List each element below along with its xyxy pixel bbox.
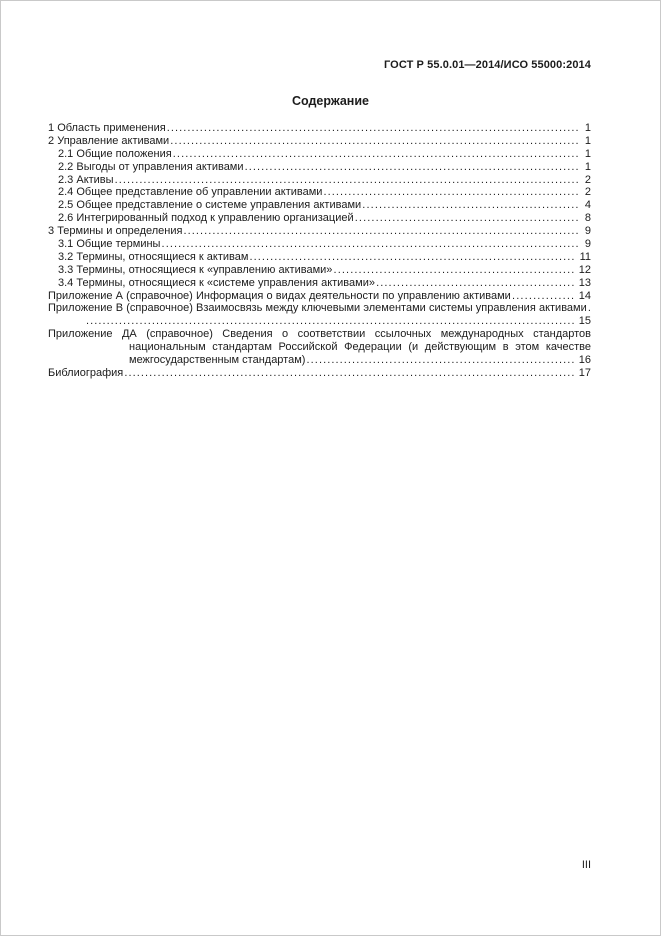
toc-entry-page: 8 xyxy=(580,212,591,225)
toc-entry-label: 2 Управление активами xyxy=(48,134,170,147)
toc-entry xyxy=(48,148,591,161)
toc-entry-label: 2.6 Интегрированный подход к управлению организацией xyxy=(58,212,354,225)
toc-entry-page: 12 xyxy=(574,264,591,277)
toc-leader-dots xyxy=(58,174,591,187)
toc-entry xyxy=(48,135,591,148)
toc-entry xyxy=(48,225,591,238)
toc-leader-dots xyxy=(48,367,591,380)
toc-entry-page: 1 xyxy=(580,122,591,135)
toc-entry-page: 9 xyxy=(580,225,591,238)
toc-entry-label: Приложение В (справочное) Взаимосвязь между ключевыми элементами системы управления активами xyxy=(48,302,587,315)
toc-entry-page: 15 xyxy=(574,315,591,328)
toc-entry-label: 2.2 Выгоды от управления активами xyxy=(58,160,244,173)
toc-entry-label: 3 Термины и определения xyxy=(48,225,183,238)
toc-entry xyxy=(48,174,591,187)
toc-entry xyxy=(48,251,591,264)
toc-entry xyxy=(48,186,591,199)
toc-entry xyxy=(48,199,591,212)
toc-entry-page: 1 xyxy=(580,135,591,148)
toc-entry-label: 2.1 Общие положения xyxy=(58,147,172,160)
toc-entry-page: 9 xyxy=(580,238,591,251)
toc-entry xyxy=(48,367,591,380)
toc-entry xyxy=(48,302,591,328)
toc-entry xyxy=(48,264,591,277)
document-code: ГОСТ Р 55.0.01—2014/ИСО 55000:2014 xyxy=(383,59,591,71)
toc-entry-label: 2.4 Общее представление об управлении активами xyxy=(58,186,323,199)
toc-entry-label: 1 Область применения xyxy=(48,122,166,134)
toc-entry-page: 2 xyxy=(580,174,591,187)
toc-entry-page: 14 xyxy=(574,290,591,303)
toc-entry-label: 3.2 Термины, относящиеся к активам xyxy=(58,250,249,263)
page-title: Содержание xyxy=(291,94,369,108)
toc-entry xyxy=(48,277,591,290)
toc-entry-page: 13 xyxy=(574,277,591,290)
toc-entry-page: 17 xyxy=(574,367,591,380)
toc-entry-label: 3.3 Термины, относящиеся к «управлению активами» xyxy=(58,263,333,276)
toc-entry-label: 2.5 Общее представление о системе управления активами xyxy=(58,199,362,212)
toc-entry-label: 2.3 Активы xyxy=(58,173,114,186)
toc-entry-label: 3.1 Общие термины xyxy=(58,238,161,251)
toc-entry-label: 3.4 Термины, относящиеся к «системе управления активами» xyxy=(58,276,375,289)
toc-entry xyxy=(48,212,591,225)
toc-entry-label: Приложение А (справочное) Информация о видах деятельности по управлению активами xyxy=(48,289,511,302)
toc-entry-page: 11 xyxy=(575,251,591,264)
toc-entry-page: 16 xyxy=(574,354,591,367)
toc-entry xyxy=(48,238,591,251)
toc-entry-label: Приложение ДА (справочное) Сведения о соответствии ссылочных международных стандартов национальным стандартам Российской Федерации (и действующим в этом качестве межгосударственным стандартам) xyxy=(48,328,591,367)
folio-page-number: III xyxy=(581,859,591,871)
toc-entry-page: 2 xyxy=(580,186,591,199)
toc-entry-page: 1 xyxy=(580,161,591,174)
toc-entry xyxy=(48,328,591,367)
toc-entry-page: 1 xyxy=(580,148,591,161)
toc-entry-page: 4 xyxy=(580,199,591,212)
toc-entry-label: Библиография xyxy=(48,366,124,379)
toc-entry xyxy=(48,161,591,174)
table-of-contents xyxy=(48,122,591,380)
toc-entry xyxy=(48,290,591,303)
toc-entry xyxy=(48,122,591,135)
